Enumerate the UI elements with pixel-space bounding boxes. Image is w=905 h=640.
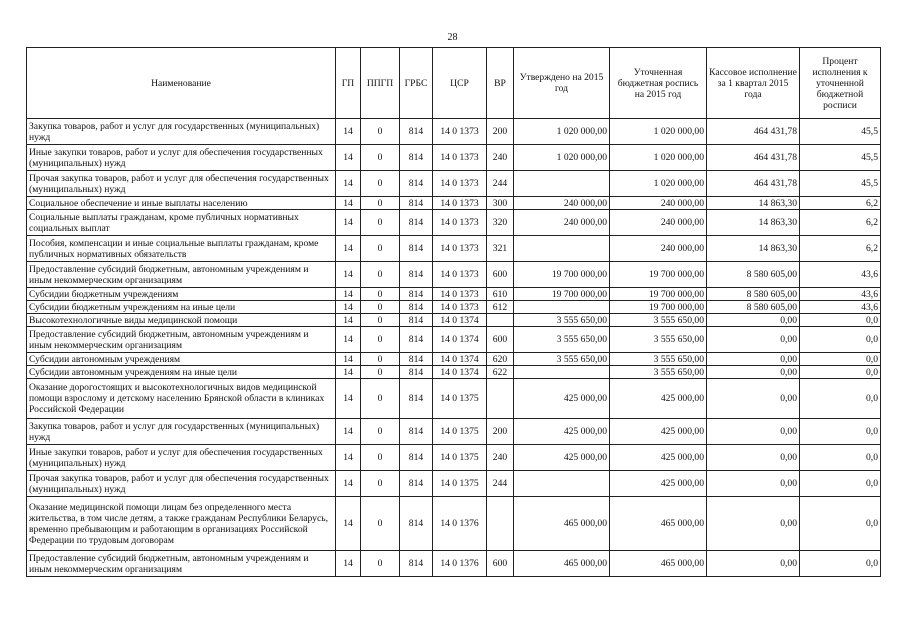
cell-cash: 0,00 (707, 471, 800, 497)
cell-vr: 321 (487, 236, 514, 262)
cell-gp: 14 (336, 171, 361, 197)
cell-grbs: 814 (400, 145, 433, 171)
cell-csr: 14 0 1373 (433, 210, 487, 236)
cell-approved: 465 000,00 (514, 551, 610, 577)
cell-approved: 3 555 650,00 (514, 327, 610, 353)
cell-approved: 465 000,00 (514, 497, 610, 551)
table-row (27, 314, 881, 327)
cell-gp: 14 (336, 497, 361, 551)
header-percent: Процент исполнения к уточненной бюджетной росписи (800, 48, 881, 119)
cell-name: Социальное обеспечение и иные выплаты населению (27, 197, 336, 210)
cell-name: Высокотехнологичные виды медицинской помощи (27, 314, 336, 327)
cell-name: Субсидии автономным учреждениям (27, 353, 336, 366)
cell-vr: 240 (487, 145, 514, 171)
cell-grbs: 814 (400, 327, 433, 353)
cell-pgp: 0 (361, 314, 400, 327)
cell-approved (514, 236, 610, 262)
cell-pgp: 0 (361, 210, 400, 236)
cell-pgp: 0 (361, 236, 400, 262)
cell-csr: 14 0 1373 (433, 236, 487, 262)
table-row (27, 210, 881, 236)
cell-name: Предоставление субсидий бюджетным, автономным учреждениям и иным некоммерческим организациям (27, 262, 336, 288)
cell-approved (514, 471, 610, 497)
cell-refined: 1 020 000,00 (610, 145, 707, 171)
cell-csr: 14 0 1374 (433, 353, 487, 366)
cell-pgp: 0 (361, 327, 400, 353)
cell-grbs: 814 (400, 314, 433, 327)
table-row (27, 236, 881, 262)
cell-csr: 14 0 1375 (433, 445, 487, 471)
cell-pgp: 0 (361, 353, 400, 366)
cell-cash: 464 431,78 (707, 171, 800, 197)
cell-gp: 14 (336, 197, 361, 210)
cell-pgp: 0 (361, 551, 400, 577)
cell-vr (487, 314, 514, 327)
table-row (27, 551, 881, 577)
cell-pgp: 0 (361, 262, 400, 288)
cell-refined: 465 000,00 (610, 551, 707, 577)
cell-name: Закупка товаров, работ и услуг для государственных (муниципальных) нужд (27, 119, 336, 145)
cell-vr: 600 (487, 262, 514, 288)
header-pgp: ППГП (361, 48, 400, 119)
cell-refined: 3 555 650,00 (610, 327, 707, 353)
cell-csr: 14 0 1376 (433, 551, 487, 577)
cell-percent: 0,0 (800, 379, 881, 419)
cell-csr: 14 0 1373 (433, 262, 487, 288)
cell-percent: 43,6 (800, 288, 881, 301)
cell-cash: 14 863,30 (707, 236, 800, 262)
cell-refined: 425 000,00 (610, 379, 707, 419)
table-row (27, 288, 881, 301)
table-row (27, 327, 881, 353)
cell-csr: 14 0 1373 (433, 197, 487, 210)
cell-percent: 45,5 (800, 171, 881, 197)
cell-approved: 1 020 000,00 (514, 119, 610, 145)
cell-approved: 240 000,00 (514, 210, 610, 236)
table-row (27, 145, 881, 171)
cell-cash: 0,00 (707, 327, 800, 353)
cell-name: Оказание дорогостоящих и высокотехнологичных видов медицинской помощи взрослому и детскому населению Брянской области в клиниках Российской Федерации (27, 379, 336, 419)
cell-csr: 14 0 1375 (433, 419, 487, 445)
cell-cash: 0,00 (707, 366, 800, 379)
cell-csr: 14 0 1375 (433, 471, 487, 497)
cell-percent: 0,0 (800, 445, 881, 471)
cell-grbs: 814 (400, 197, 433, 210)
cell-refined: 425 000,00 (610, 471, 707, 497)
cell-percent: 43,6 (800, 262, 881, 288)
cell-cash: 0,00 (707, 314, 800, 327)
cell-gp: 14 (336, 236, 361, 262)
table-row (27, 353, 881, 366)
cell-grbs: 814 (400, 236, 433, 262)
cell-gp: 14 (336, 301, 361, 314)
cell-percent: 0,0 (800, 314, 881, 327)
cell-grbs: 814 (400, 119, 433, 145)
cell-approved: 3 555 650,00 (514, 353, 610, 366)
cell-percent: 0,0 (800, 471, 881, 497)
cell-pgp: 0 (361, 366, 400, 379)
cell-grbs: 814 (400, 419, 433, 445)
cell-pgp: 0 (361, 471, 400, 497)
cell-grbs: 814 (400, 379, 433, 419)
cell-vr: 620 (487, 353, 514, 366)
cell-refined: 19 700 000,00 (610, 262, 707, 288)
cell-csr: 14 0 1373 (433, 171, 487, 197)
cell-gp: 14 (336, 353, 361, 366)
table-row (27, 262, 881, 288)
header-csr: ЦСР (433, 48, 487, 119)
header-name: Наименование (27, 48, 336, 119)
cell-cash: 8 580 605,00 (707, 262, 800, 288)
cell-gp: 14 (336, 119, 361, 145)
cell-percent: 45,5 (800, 145, 881, 171)
cell-refined: 19 700 000,00 (610, 301, 707, 314)
header-vr: ВР (487, 48, 514, 119)
budget-table (26, 47, 881, 577)
cell-cash: 0,00 (707, 419, 800, 445)
cell-gp: 14 (336, 366, 361, 379)
cell-pgp: 0 (361, 171, 400, 197)
cell-vr: 200 (487, 419, 514, 445)
cell-pgp: 0 (361, 497, 400, 551)
cell-refined: 240 000,00 (610, 210, 707, 236)
cell-vr: 240 (487, 445, 514, 471)
cell-approved: 240 000,00 (514, 197, 610, 210)
cell-csr: 14 0 1374 (433, 366, 487, 379)
cell-approved: 425 000,00 (514, 445, 610, 471)
header-approved: Утверждено на 2015 год (514, 48, 610, 119)
cell-approved: 19 700 000,00 (514, 262, 610, 288)
cell-refined: 1 020 000,00 (610, 119, 707, 145)
cell-gp: 14 (336, 210, 361, 236)
cell-grbs: 814 (400, 301, 433, 314)
cell-grbs: 814 (400, 366, 433, 379)
cell-name: Субсидии автономным учреждениям на иные цели (27, 366, 336, 379)
cell-name: Прочая закупка товаров, работ и услуг для обеспечения государственных (муниципальных) нужд (27, 171, 336, 197)
cell-grbs: 814 (400, 353, 433, 366)
cell-name: Иные закупки товаров, работ и услуг для обеспечения государственных (муниципальных) нужд (27, 145, 336, 171)
cell-percent: 0,0 (800, 551, 881, 577)
cell-cash: 464 431,78 (707, 119, 800, 145)
table-row (27, 419, 881, 445)
cell-gp: 14 (336, 262, 361, 288)
cell-grbs: 814 (400, 171, 433, 197)
cell-percent: 0,0 (800, 419, 881, 445)
cell-cash: 464 431,78 (707, 145, 800, 171)
table-row (27, 366, 881, 379)
cell-percent: 0,0 (800, 327, 881, 353)
cell-refined: 240 000,00 (610, 236, 707, 262)
cell-pgp: 0 (361, 197, 400, 210)
table-row (27, 197, 881, 210)
table-row (27, 379, 881, 419)
table-row (27, 445, 881, 471)
cell-csr: 14 0 1374 (433, 314, 487, 327)
cell-gp: 14 (336, 288, 361, 301)
cell-refined: 3 555 650,00 (610, 366, 707, 379)
cell-grbs: 814 (400, 551, 433, 577)
header-grbs: ГРБС (400, 48, 433, 119)
cell-csr: 14 0 1373 (433, 145, 487, 171)
cell-gp: 14 (336, 551, 361, 577)
page-number: 28 (447, 32, 458, 43)
cell-refined: 3 555 650,00 (610, 353, 707, 366)
cell-vr: 244 (487, 171, 514, 197)
cell-approved: 425 000,00 (514, 419, 610, 445)
cell-csr: 14 0 1376 (433, 497, 487, 551)
cell-approved: 1 020 000,00 (514, 145, 610, 171)
cell-cash: 0,00 (707, 497, 800, 551)
cell-gp: 14 (336, 419, 361, 445)
table-row (27, 471, 881, 497)
cell-approved: 425 000,00 (514, 379, 610, 419)
cell-name: Иные закупки товаров, работ и услуг для обеспечения государственных (муниципальных) нужд (27, 445, 336, 471)
cell-refined: 465 000,00 (610, 497, 707, 551)
cell-pgp: 0 (361, 145, 400, 171)
cell-pgp: 0 (361, 119, 400, 145)
cell-gp: 14 (336, 145, 361, 171)
cell-name: Социальные выплаты гражданам, кроме публичных нормативных социальных выплат (27, 210, 336, 236)
cell-percent: 45,5 (800, 119, 881, 145)
cell-refined: 240 000,00 (610, 197, 707, 210)
cell-vr: 612 (487, 301, 514, 314)
cell-grbs: 814 (400, 471, 433, 497)
cell-name: Закупка товаров, работ и услуг для государственных (муниципальных) нужд (27, 419, 336, 445)
cell-approved: 3 555 650,00 (514, 314, 610, 327)
cell-cash: 0,00 (707, 353, 800, 366)
cell-cash: 0,00 (707, 379, 800, 419)
cell-vr: 244 (487, 471, 514, 497)
cell-cash: 0,00 (707, 445, 800, 471)
header-gp: ГП (336, 48, 361, 119)
cell-vr (487, 497, 514, 551)
table-row (27, 119, 881, 145)
cell-vr: 600 (487, 327, 514, 353)
header-row (27, 48, 881, 119)
cell-refined: 425 000,00 (610, 419, 707, 445)
cell-name: Субсидии бюджетным учреждениям (27, 288, 336, 301)
cell-percent: 0,0 (800, 353, 881, 366)
cell-grbs: 814 (400, 210, 433, 236)
cell-name: Оказание медицинской помощи лицам без определенного места жительства, в том числе детям, а также гражданам Республики Беларусь, временно пребывающим и работающим в организациях Российской Федерации по трудовым договорам (27, 497, 336, 551)
cell-percent: 6,2 (800, 197, 881, 210)
cell-cash: 14 863,30 (707, 197, 800, 210)
cell-approved (514, 366, 610, 379)
cell-cash: 8 580 605,00 (707, 288, 800, 301)
cell-approved (514, 171, 610, 197)
cell-cash: 14 863,30 (707, 210, 800, 236)
cell-percent: 6,2 (800, 236, 881, 262)
cell-vr: 200 (487, 119, 514, 145)
cell-csr: 14 0 1373 (433, 301, 487, 314)
cell-cash: 0,00 (707, 551, 800, 577)
cell-csr: 14 0 1374 (433, 327, 487, 353)
cell-grbs: 814 (400, 497, 433, 551)
cell-pgp: 0 (361, 301, 400, 314)
cell-percent: 6,2 (800, 210, 881, 236)
cell-csr: 14 0 1375 (433, 379, 487, 419)
cell-name: Предоставление субсидий бюджетным, автономным учреждениям и иным некоммерческим организациям (27, 551, 336, 577)
cell-pgp: 0 (361, 379, 400, 419)
cell-csr: 14 0 1373 (433, 288, 487, 301)
cell-pgp: 0 (361, 445, 400, 471)
cell-gp: 14 (336, 471, 361, 497)
cell-name: Субсидии бюджетным учреждениям на иные цели (27, 301, 336, 314)
cell-refined: 3 555 650,00 (610, 314, 707, 327)
cell-name: Предоставление субсидий бюджетным, автономным учреждениям и иным некоммерческим организациям (27, 327, 336, 353)
cell-percent: 0,0 (800, 497, 881, 551)
header-cash: Кассовое исполнение за 1 квартал 2015 года (707, 48, 800, 119)
cell-refined: 19 700 000,00 (610, 288, 707, 301)
cell-grbs: 814 (400, 288, 433, 301)
table-row (27, 301, 881, 314)
cell-percent: 43,6 (800, 301, 881, 314)
cell-grbs: 814 (400, 262, 433, 288)
cell-pgp: 0 (361, 419, 400, 445)
cell-name: Пособия, компенсации и иные социальные выплаты гражданам, кроме публичных нормативных обязательств (27, 236, 336, 262)
cell-gp: 14 (336, 379, 361, 419)
table-row (27, 497, 881, 551)
cell-gp: 14 (336, 327, 361, 353)
cell-vr: 622 (487, 366, 514, 379)
cell-refined: 425 000,00 (610, 445, 707, 471)
cell-gp: 14 (336, 314, 361, 327)
cell-refined: 1 020 000,00 (610, 171, 707, 197)
cell-pgp: 0 (361, 288, 400, 301)
cell-cash: 8 580 605,00 (707, 301, 800, 314)
cell-gp: 14 (336, 445, 361, 471)
header-refined: Уточненная бюджетная роспись на 2015 год (610, 48, 707, 119)
cell-vr: 610 (487, 288, 514, 301)
cell-approved (514, 301, 610, 314)
table-row (27, 171, 881, 197)
cell-grbs: 814 (400, 445, 433, 471)
cell-csr: 14 0 1373 (433, 119, 487, 145)
cell-vr: 600 (487, 551, 514, 577)
cell-vr: 320 (487, 210, 514, 236)
cell-vr (487, 379, 514, 419)
cell-name: Прочая закупка товаров, работ и услуг для обеспечения государственных (муниципальных) нужд (27, 471, 336, 497)
cell-approved: 19 700 000,00 (514, 288, 610, 301)
cell-vr: 300 (487, 197, 514, 210)
cell-percent: 0,0 (800, 366, 881, 379)
